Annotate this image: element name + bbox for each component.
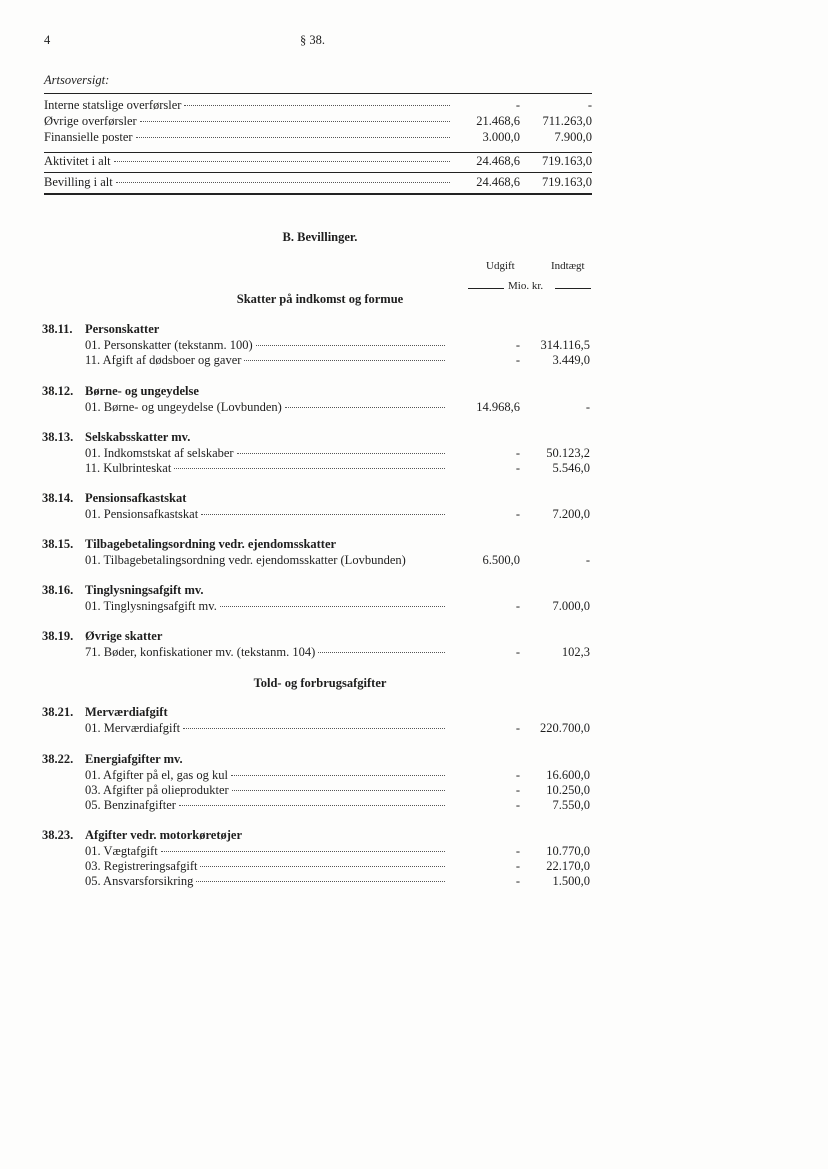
artsoversigt-row-indtaegt: 7.900,0 [554,130,592,144]
aktivitet-row [44,154,454,169]
line-item-label: 05. Benzinafgifter [85,798,176,812]
line-item [85,768,449,783]
section-code: 38.23. [42,828,74,842]
line-item-indtaegt: 16.600,0 [546,768,590,782]
artsoversigt-row [44,98,454,113]
artsoversigt-row-udgift: - [515,98,520,112]
section-title: Merværdiafgift [85,705,168,719]
bevilling-row [44,175,454,190]
artsoversigt-row-label: Finansielle poster [44,130,133,144]
section-code: 38.13. [42,430,74,444]
line-item [85,400,449,415]
line-item-label: 11. Afgift af dødsboer og gaver [85,353,242,367]
line-item [85,353,449,368]
line-item-udgift: - [515,783,520,797]
line-item [85,783,449,798]
line-item-udgift: 6.500,0 [482,553,520,567]
line-item-indtaegt: 7.550,0 [552,798,590,812]
line-item-indtaegt: 102,3 [561,645,590,659]
bevillinger-title: B. Bevillinger. [282,230,358,244]
line-item-udgift: - [515,599,520,613]
line-item-udgift: - [515,844,520,858]
section-title: Tilbagebetalingsordning vedr. ejendomsskatter [85,537,337,551]
line-item-indtaegt: - [585,400,590,414]
line-item-indtaegt: 7.200,0 [552,507,590,521]
unit-label: Mio. kr. [508,280,544,292]
line-item-udgift: - [515,338,520,352]
group-title-told: Told- og forbrugsafgifter [253,676,387,690]
line-item-udgift: - [515,798,520,812]
line-item [85,859,449,874]
section-heading: § 38. [300,33,325,47]
line-item-udgift: - [515,645,520,659]
aktivitet-indtaegt: 719.163,0 [542,154,592,168]
aktivitet-label: Aktivitet i alt [44,154,111,168]
line-item-udgift: - [515,874,520,888]
line-item [85,507,449,522]
line-item-udgift: - [515,461,520,475]
line-item-indtaegt: - [585,553,590,567]
line-item-udgift: - [515,859,520,873]
line-item-label: 01. Merværdiafgift [85,721,181,735]
section-title: Personskatter [85,322,160,336]
section-code: 38.11. [42,322,73,336]
section-code: 38.12. [42,384,74,398]
section-title: Afgifter vedr. motorkøretøjer [85,828,243,842]
section-code: 38.19. [42,629,74,643]
line-item-indtaegt: 10.770,0 [546,844,590,858]
line-item-label: 03. Afgifter på olieprodukter [85,783,229,797]
artsoversigt-mid-rule [44,152,592,153]
line-item [85,844,449,859]
section-code: 38.16. [42,583,74,597]
line-item [85,553,465,568]
line-item-indtaegt: 5.546,0 [552,461,590,475]
line-item-udgift: - [515,446,520,460]
line-item [85,874,449,889]
line-item [85,721,449,736]
artsoversigt-title: Artsoversigt: [44,73,110,87]
line-item-udgift: - [515,721,520,735]
line-item-indtaegt: 3.449,0 [552,353,590,367]
unit-rule-left [468,288,504,289]
bevilling-label: Bevilling i alt [44,175,113,189]
line-item-indtaegt: 22.170,0 [546,859,590,873]
line-item [85,338,449,353]
section-title: Øvrige skatter [85,629,163,643]
artsoversigt-row-udgift: 21.468,6 [476,114,520,128]
line-item-label: 01. Vægtafgift [85,844,158,858]
col-header-indtaegt: Indtægt [551,260,585,272]
line-item [85,599,449,614]
artsoversigt-row-label: Interne statslige overførsler [44,98,182,112]
line-item-udgift: - [515,768,520,782]
section-title: Energiafgifter mv. [85,752,183,766]
col-header-udgift: Udgift [486,260,515,272]
line-item-udgift: - [515,507,520,521]
line-item-label: 01. Afgifter på el, gas og kul [85,768,229,782]
artsoversigt-row-udgift: 3.000,0 [482,130,520,144]
line-item-label: 01. Tinglysningsafgift mv. [85,599,217,613]
line-item-indtaegt: 7.000,0 [552,599,590,613]
line-item-indtaegt: 220.700,0 [540,721,590,735]
page-number: 4 [44,33,51,47]
section-code: 38.15. [42,537,74,551]
artsoversigt-row [44,114,454,129]
line-item [85,446,449,461]
line-item [85,461,449,476]
section-title: Selskabsskatter mv. [85,430,191,444]
line-item [85,798,449,813]
line-item-indtaegt: 50.123,2 [546,446,590,460]
line-item-label: 01. Børne- og ungeydelse (Lovbunden) [85,400,282,414]
artsoversigt-bottom-rule [44,193,592,195]
line-item-indtaegt: 10.250,0 [546,783,590,797]
artsoversigt-row [44,130,454,145]
line-item-indtaegt: 1.500,0 [552,874,590,888]
line-item-udgift: - [515,353,520,367]
bevilling-udgift: 24.468,6 [476,175,520,189]
line-item-label: 01. Personskatter (tekstanm. 100) [85,338,253,352]
group-title-skatter: Skatter på indkomst og formue [236,292,404,306]
artsoversigt-top-rule [44,93,592,94]
artsoversigt-row-label: Øvrige overførsler [44,114,137,128]
line-item-label: 01. Tilbagebetalingsordning vedr. ejendomsskatter (Lovbunden) [85,553,406,567]
line-item-label: 01. Indkomstskat af selskaber [85,446,234,460]
section-title: Pensionsafkastskat [85,491,187,505]
line-item-label: 11. Kulbrinteskat [85,461,172,475]
unit-rule-right [555,288,591,289]
bevilling-indtaegt: 719.163,0 [542,175,592,189]
line-item [85,645,449,660]
aktivitet-udgift: 24.468,6 [476,154,520,168]
artsoversigt-row-indtaegt: - [587,98,592,112]
artsoversigt-row-indtaegt: 711.263,0 [542,114,592,128]
line-item-label: 01. Pensionsafkastskat [85,507,199,521]
section-code: 38.22. [42,752,74,766]
line-item-label: 05. Ansvarsforsikring [85,874,194,888]
line-item-indtaegt: 314.116,5 [540,338,590,352]
line-item-udgift: 14.968,6 [476,400,520,414]
line-item-label: 71. Bøder, konfiskationer mv. (tekstanm. 104) [85,645,316,659]
section-code: 38.21. [42,705,74,719]
section-code: 38.14. [42,491,74,505]
artsoversigt-rule-3 [44,172,592,173]
line-item-label: 03. Registreringsafgift [85,859,198,873]
section-title: Tinglysningsafgift mv. [85,583,204,597]
section-title: Børne- og ungeydelse [85,384,199,398]
